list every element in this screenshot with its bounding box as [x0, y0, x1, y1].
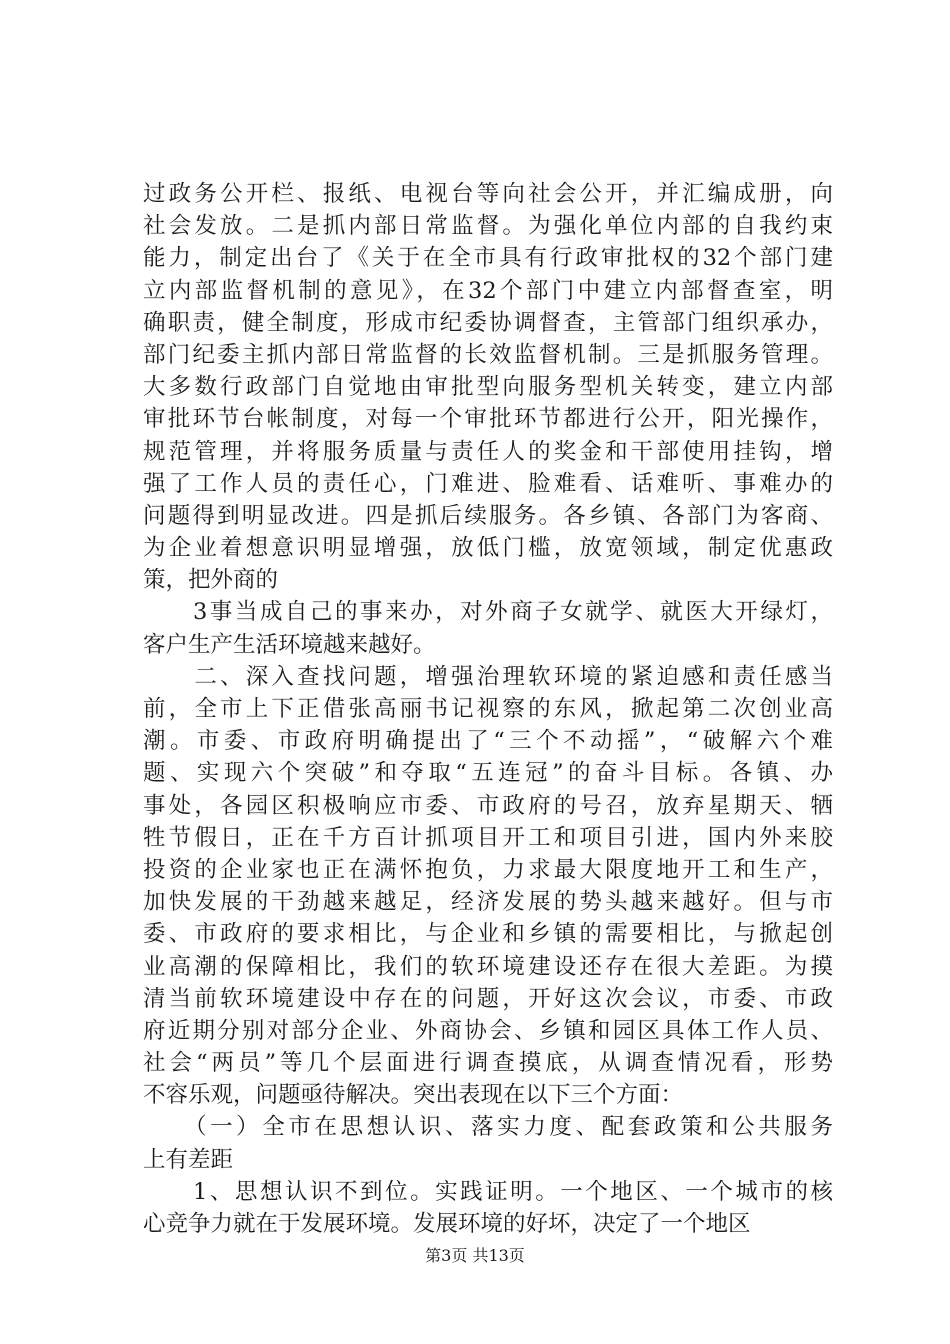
text-line: 社会发放。二是抓内部日常监督。为强化单位内部的自我约束	[143, 213, 833, 240]
page-footer: 第3页 共13页	[425, 1246, 525, 1265]
text-line: 强了工作人员的责任心，门难进、脸难看、话难听、事难办的	[143, 470, 833, 497]
text-line: 客户生产生活环境越来越好。	[143, 631, 436, 658]
text-line: 潮。市委、市政府明确提出了“三个不动摇”，“破解六个难	[143, 728, 833, 755]
text-line: 投资的企业家也正在满怀抱负，力求最大限度地开工和生产，	[143, 856, 833, 883]
text-line: 牲节假日，正在千方百计抓项目开工和项目引进，国内外来胶	[143, 824, 833, 851]
text-line: 社会“两员”等几个层面进行调查摸底，从调查情况看，形势	[143, 1050, 833, 1077]
text-line: 委、市政府的要求相比，与企业和乡镇的需要相比，与掀起创	[143, 921, 833, 948]
text-line: 不容乐观，问题亟待解决。突出表现在以下三个方面：	[143, 1082, 684, 1109]
text-line: 业高潮的保障相比，我们的软环境建设还存在很大差距。为摸	[143, 953, 833, 980]
text-line: 问题得到明显改进。四是抓后续服务。各乡镇、各部门为客商、	[143, 502, 833, 529]
text-line: 府近期分别对部分企业、外商协会、乡镇和园区具体工作人员、	[143, 1017, 833, 1044]
text-line: 为企业着想意识明显增强，放低门槛，放宽领域，制定优惠政	[143, 535, 833, 562]
text-line: 能力，制定出台了《关于在全市具有行政审批权的32个部门建	[143, 245, 833, 272]
text-line: 上有差距	[143, 1146, 234, 1173]
text-line: 二、深入查找问题，增强治理软环境的紧迫感和责任感当	[143, 663, 833, 690]
text-line: 部门纪委主抓内部日常监督的长效监督机制。三是抓服务管理。	[143, 341, 833, 368]
text-line: 大多数行政部门自觉地由审批型向服务型机关转变，建立内部	[143, 374, 833, 401]
text-line: 清当前软环境建设中存在的问题，开好这次会议，市委、市政	[143, 985, 833, 1012]
text-line: 立内部监督机制的意见》，在32个部门中建立内部督查室，明	[143, 277, 833, 304]
text-line: 审批环节台帐制度，对每一个审批环节都进行公开，阳光操作，	[143, 406, 833, 433]
text-line: 加快发展的干劲越来越足，经济发展的势头越来越好。但与市	[143, 889, 833, 916]
text-line: 过政务公开栏、报纸、电视台等向社会公开，并汇编成册，向	[143, 181, 833, 207]
text-line: 策，把外商的	[143, 567, 279, 594]
text-line: 规范管理，并将服务质量与责任人的奖金和干部使用挂钩，增	[143, 438, 833, 465]
body-text	[143, 178, 833, 1240]
text-line: 确职责，健全制度，形成市纪委协调督查，主管部门组织承办，	[143, 309, 833, 336]
text-line: 前，全市上下正借张高丽书记视察的东风，掀起第二次创业高	[143, 696, 833, 722]
text-line: 1、思想认识不到位。实践证明。一个地区、一个城市的核	[143, 1178, 833, 1205]
text-line: 3事当成自己的事来办，对外商子女就学、就医大开绿灯，	[143, 599, 833, 626]
text-line: 题、实现六个突破”和夺取“五连冠”的奋斗目标。各镇、办	[143, 760, 833, 787]
text-line: （一）全市在思想认识、落实力度、配套政策和公共服务	[143, 1114, 833, 1141]
text-line: 事处，各园区积极响应市委、市政府的号召，放弃星期天、牺	[143, 792, 833, 819]
text-line: 心竞争力就在于发展环境。发展环境的好坏，决定了一个地区	[143, 1211, 751, 1237]
